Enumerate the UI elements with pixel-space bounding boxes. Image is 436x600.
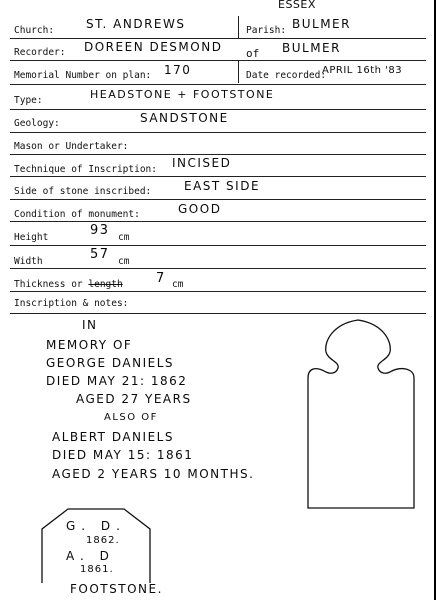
county-note: ESSEX <box>278 0 316 11</box>
thickness-label-struck: length <box>88 279 123 290</box>
church-value: ST. ANDREWS <box>86 17 186 31</box>
footstone-year-1: 1862. <box>86 535 120 546</box>
row-rule <box>10 109 426 110</box>
side-value: EAST SIDE <box>184 179 261 193</box>
mason-label: Mason or Undertaker: <box>14 141 129 152</box>
type-label: Type: <box>14 95 43 106</box>
inscription-line: DIED MAY 15: 1861 <box>52 448 194 462</box>
row-rule <box>10 245 426 246</box>
height-label: Height <box>14 232 49 243</box>
inscription-line: IN <box>82 318 98 332</box>
memorial-date-divider <box>238 61 239 83</box>
row-rule <box>10 176 426 177</box>
memorial-number-label: Memorial Number on plan: <box>14 70 152 81</box>
footstone-caption: FOOTSTONE. <box>70 582 163 596</box>
technique-value: INCISED <box>172 156 232 170</box>
footstone-initials-1: G. D. <box>66 519 126 533</box>
of-value: BULMER <box>282 41 341 55</box>
width-label: Width <box>14 256 43 267</box>
inscription-line: ALBERT DANIELS <box>52 430 174 444</box>
inscription-line: AGED 2 YEARS 10 MONTHS. <box>52 467 255 481</box>
type-value: HEADSTONE + FOOTSTONE <box>90 88 275 101</box>
row-rule <box>10 199 426 200</box>
thickness-value: 7 <box>156 271 166 286</box>
condition-value: GOOD <box>178 202 222 216</box>
headstone-sketch <box>296 312 426 512</box>
side-label: Side of stone inscribed: <box>14 186 152 197</box>
thickness-label <box>14 279 123 290</box>
row-rule <box>10 84 426 85</box>
row-rule <box>10 132 426 133</box>
technique-label: Technique of Inscription: <box>14 164 157 175</box>
date-recorded-label: Date recorded: <box>246 70 327 81</box>
inscription-label: Inscription & notes: <box>14 298 129 309</box>
thickness-label-prefix: Thickness <box>14 279 72 290</box>
footstone-initials-2: A. D <box>66 549 115 563</box>
church-parish-divider <box>238 16 239 38</box>
row-rule <box>10 221 426 222</box>
condition-label: Condition of monument: <box>14 209 140 220</box>
inscription-line: AGED 27 YEARS <box>76 392 192 406</box>
recorder-label: Recorder: <box>14 47 66 58</box>
row-rule <box>10 60 426 61</box>
recorder-value: DOREEN DESMOND <box>84 40 223 54</box>
width-unit: cm <box>118 256 130 267</box>
row-rule <box>10 268 426 269</box>
of-label: of <box>246 47 260 60</box>
church-label: Church: <box>14 25 55 36</box>
thickness-label-or: or <box>71 279 89 290</box>
row-rule <box>10 154 426 155</box>
memorial-number-value: 170 <box>164 63 192 77</box>
width-value: 57 <box>90 247 110 262</box>
geology-value: SANDSTONE <box>140 111 229 125</box>
geology-label: Geology: <box>14 118 60 129</box>
footstone-year-2: 1861. <box>80 564 114 575</box>
parish-label: Parish: <box>246 25 287 36</box>
date-recorded-value: APRIL 16th '83 <box>322 65 403 76</box>
inscription-line: DIED MAY 21: 1862 <box>46 374 188 388</box>
inscription-line: ALSO OF <box>104 412 158 423</box>
inscription-line: GEORGE DANIELS <box>46 356 174 370</box>
height-unit: cm <box>118 232 130 243</box>
inscription-line: MEMORY OF <box>46 338 133 352</box>
row-rule <box>10 291 426 292</box>
row-rule <box>10 38 426 39</box>
height-value: 93 <box>90 223 110 238</box>
thickness-unit: cm <box>172 279 184 290</box>
parish-value: BULMER <box>292 17 351 31</box>
